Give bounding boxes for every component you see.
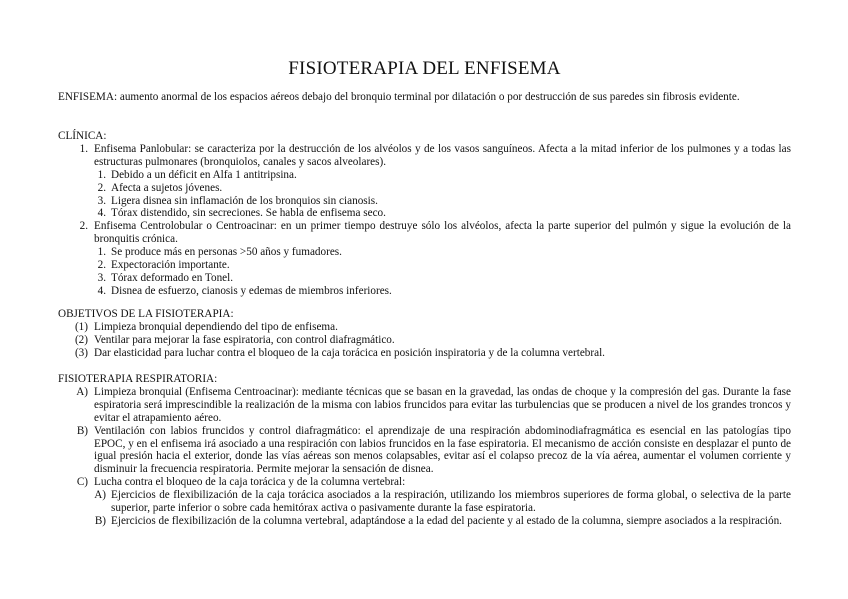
list-item-text: Tórax deformado en Tonel. xyxy=(111,271,234,284)
list-letter: A) xyxy=(94,489,106,502)
list-letter: B) xyxy=(94,514,106,527)
clinica-subitem xyxy=(58,207,791,220)
list-item-text: Enfisema Centrolobular o Centroacinar: en un primer tiempo destruye sólo los alvéolos, afecta la parte superior del pulmón y sigue la evolución de la bronquitis crónica. xyxy=(94,220,791,246)
list-number: 1. xyxy=(97,168,106,181)
fisioterapia-section xyxy=(58,373,791,528)
fisioterapia-item-c xyxy=(58,476,791,489)
list-number: (2) xyxy=(74,333,88,346)
clinica-subitem xyxy=(58,195,791,208)
list-item-text: Ligera disnea sin inflamación de los bronquios sin cianosis. xyxy=(111,194,378,207)
clinica-subitem xyxy=(58,246,791,259)
fisioterapia-item-a xyxy=(58,386,791,425)
list-number: 2. xyxy=(97,181,106,194)
list-number: 2. xyxy=(79,220,88,233)
objetivos-section xyxy=(58,308,791,360)
list-item-text: Disnea de esfuerzo, cianosis y edemas de miembros inferiores. xyxy=(111,284,392,297)
objetivos-heading: OBJETIVOS DE LA FISIOTERAPIA: xyxy=(58,308,234,320)
list-number: (1) xyxy=(74,320,88,333)
list-number: 4. xyxy=(97,207,106,220)
list-number: 2. xyxy=(97,259,106,272)
document-title: FISIOTERAPIA DEL ENFISEMA xyxy=(288,58,561,79)
objetivo-item xyxy=(58,321,791,334)
fisioterapia-item-b xyxy=(58,425,791,477)
list-item-text: Lucha contra el bloqueo de la caja torácica y de la columna vertebral: xyxy=(94,476,406,489)
fisioterapia-subitem xyxy=(58,515,791,528)
list-letter: B) xyxy=(76,424,88,437)
list-number: 3. xyxy=(97,194,106,207)
list-item-text: Afecta a sujetos jóvenes. xyxy=(111,181,223,194)
objetivo-item xyxy=(58,334,791,347)
intro-paragraph: ENFISEMA: aumento anormal de los espacios aéreos debajo del bronquio terminal por dilatación o por destrucción de sus paredes sin fibrosis evidente. xyxy=(58,91,740,103)
list-item-text: Limpieza bronquial dependiendo del tipo de enfisema. xyxy=(94,320,338,333)
clinica-section xyxy=(58,130,791,298)
list-item-text: Dar elasticidad para luchar contra el bloqueo de la caja torácica en posición inspiratoria y de la columna vertebral. xyxy=(94,346,605,359)
clinica-subitem xyxy=(58,285,791,298)
clinica-subitem xyxy=(58,182,791,195)
list-letter: A) xyxy=(76,385,88,398)
objetivo-item xyxy=(58,347,791,360)
list-item-text: Limpieza bronquial (Enfisema Centroacinar): mediante técnicas que se basan en la gravedad, las ondas de choque y la compresión del gas. Durante la fase espiratoria será imprescindible la realización de la misma con labios fruncidos para evitar las turbulencias que se producen a nivel de los grandes troncos y evitar el atrapamiento aéreo. xyxy=(94,385,791,424)
list-item-text: Tórax distendido, sin secreciones. Se habla de enfisema seco. xyxy=(111,207,386,220)
fisioterapia-heading: FISIOTERAPIA RESPIRATORIA: xyxy=(58,373,218,385)
clinica-subitem xyxy=(58,259,791,272)
list-item-text: Debido a un déficit en Alfa 1 antitripsina. xyxy=(111,168,297,181)
list-letter: C) xyxy=(76,476,88,489)
clinica-subitem xyxy=(58,169,791,182)
list-number: 4. xyxy=(97,284,106,297)
list-item-text: Ventilar para mejorar la fase espiratoria, con control diafragmático. xyxy=(94,333,395,346)
clinica-subitem xyxy=(58,272,791,285)
clinica-heading: CLÍNICA: xyxy=(58,130,107,142)
list-item-text: Enfisema Panlobular: se caracteriza por la destrucción de los alvéolos y de los vasos sanguíneos. Afecta a la mitad inferior de los pulmones y a todas las estructuras pulmonares (bronquiolos, canales y sacos alveolares). xyxy=(94,142,791,168)
list-number: (3) xyxy=(74,346,88,359)
list-number: 1. xyxy=(79,142,88,155)
clinica-item-1 xyxy=(58,143,791,169)
list-item-text: Expectoración importante. xyxy=(111,259,230,272)
list-item-text: Ejercicios de flexibilización de la caja torácica asociados a la respiración, utilizando los miembros superiores de forma global, o selectiva de la parte superior, parte inferior o sobre cada hemitórax activa o pasivamente durante la fase espiratoria. xyxy=(111,489,791,515)
fisioterapia-subitem xyxy=(58,489,791,515)
list-number: 1. xyxy=(97,246,106,259)
list-item-text: Se produce más en personas >50 años y fumadores. xyxy=(111,246,342,259)
list-number: 3. xyxy=(97,271,106,284)
list-item-text: Ejercicios de flexibilización de la columna vertebral, adaptándose a la edad del paciente y al estado de la columna, siempre asociados a la respiración. xyxy=(111,514,782,527)
clinica-item-2 xyxy=(58,220,791,246)
list-item-text: Ventilación con labios fruncidos y control diafragmático: el aprendizaje de una respiración abdominodiafragmática es esencial en las patologías tipo EPOC, y en el enfisema irá asociado a una respiración con labios fruncidos en la fase espiratoria. El mecanismo de acción consiste en desplazar el punto de igual presión hacia el exterior, donde las vías aéreas son menos colapsables, evitar así el colapso precoz de la vía aérea, aumentar el volumen corriente y disminuir la frecuencia respiratoria. Permite mejorar la sensación de disnea. xyxy=(94,424,791,476)
